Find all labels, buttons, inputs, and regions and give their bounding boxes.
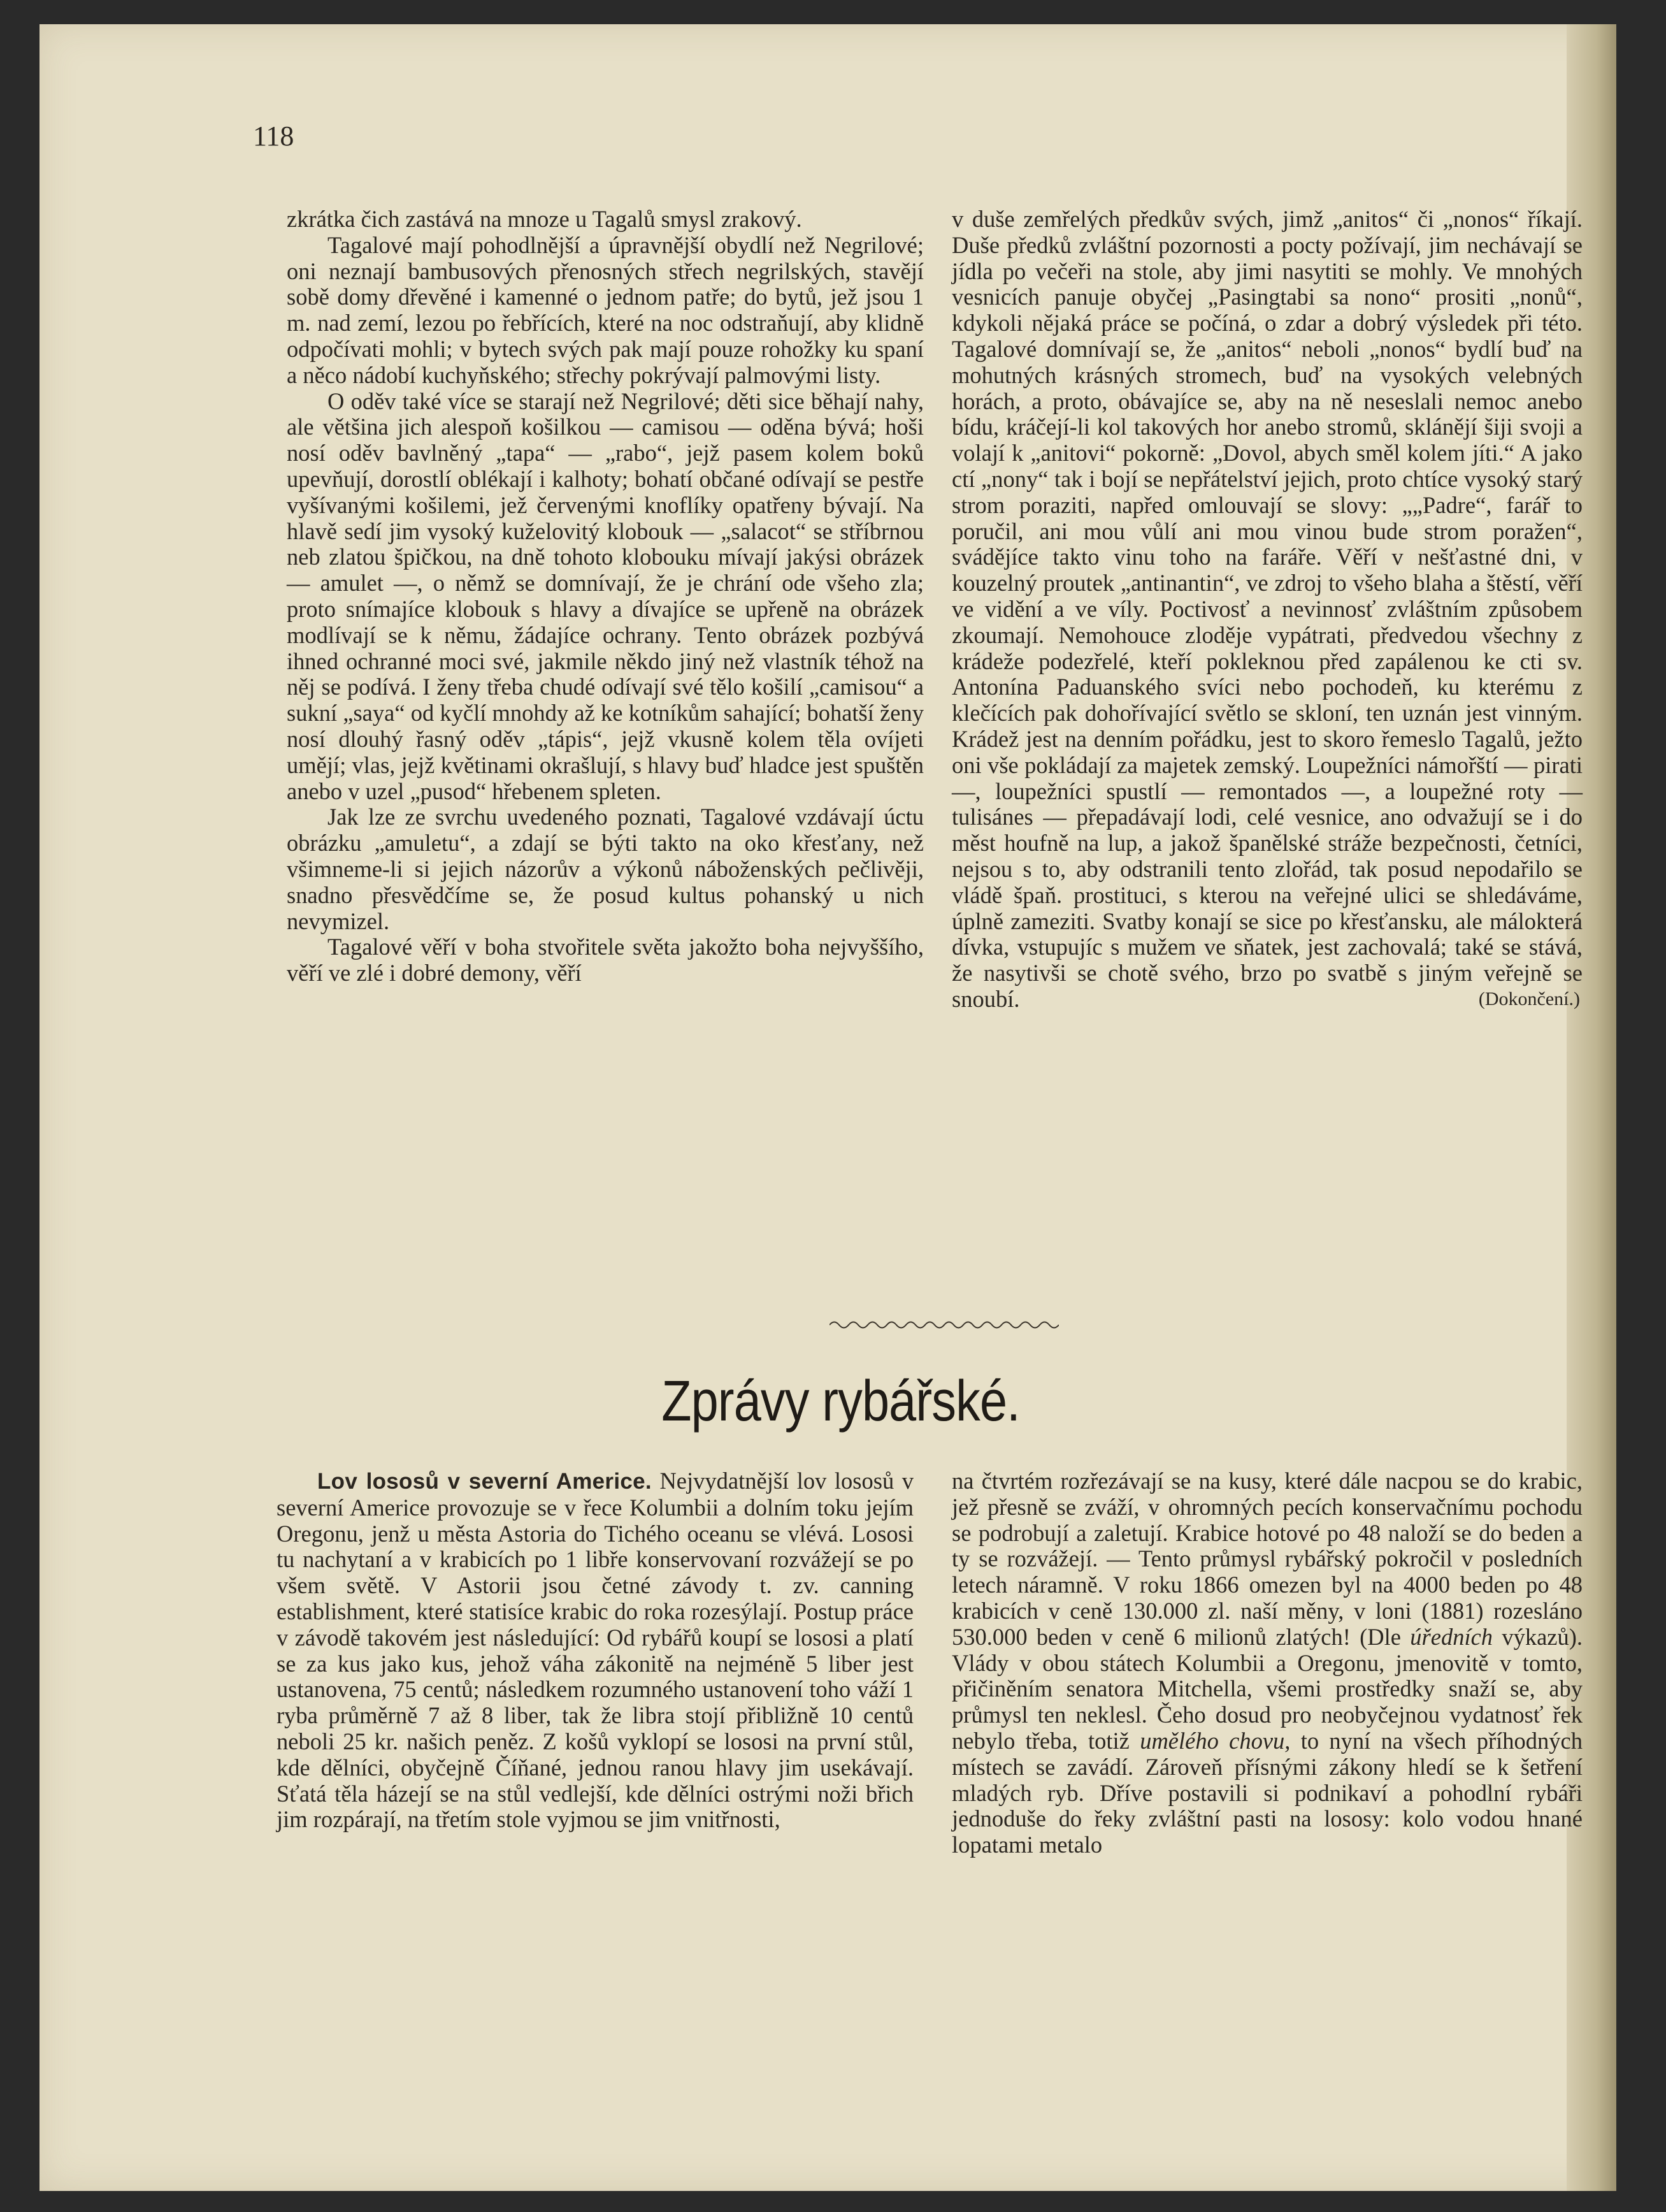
page-number: 118 [253,120,294,152]
paragraph-text: v duše zemřelých předkův svých, jimž „anitos“ či „nonos“ říkají. Duše předků zvláštní pozornosti a pocty požívají, jim nechávají se jídla po večeři na stole, aby jimi nasytiti se mohly. Ve mnohých vesnicích panuje obyčej „Pasingtabi sa nono“ prositi „nonů“, kdykoli nějaká práce se počíná, o zdar a dobrý výsledek při této. Tagalové domnívají se, že „anitos“ neboli „nonos“ bydlí buď na mohutných krásných stromech, buď na vysokých velebných horách, a proto, obávajíce se, aby na ně neseslali nemoc anebo bídu, kráčejí-li kol takových hor anebo stromů, sklánějí šiji svoji a volají k „anitovi“ pokorně: „Dovol, abych směl kolem jíti.“ A jako ctí „nony“ tak i bojí se nepřátelství jejich, proto chtíce vysoký starý strom poraziti, napřed omlouvají se slovy: „„Padre“, farář to poručil, ani mou vůlí ani mou vinou bude strom poražen“, svádějíce takto vinu toho na faráře. Věří v nešťastné dni, v kouzelný proutek „antinantin“, ve zdroj to všeho blaha a štěstí, věří ve vidění a ve víly. Poctivosť a nevinnosť zvláštním způsobem zkoumají. Nemohouce zloděje vypátrati, předvedou všechny z krádeže podezřelé, kteří pokleknou před zapálenou ke cti sv. Antonína Paduanského svíci nebo pochodeň, ku kterému z klečících pak dohořívající světlo se skloní, ten uznán jest vinným. Krádež jest na denním pořádku, jest to skoro řemeslo Tagalů, ježto oni vše pokládají za majetek zemský. Loupežníci námořští — pirati —, loupežníci spustlí — remontados —, a loupežné roty — tulisánes — přepadávají lodi, celé vesnice, ano odvažují se i do měst houfně na lup, a jakož španělské stráže bezpečnosti, četníci, nejsou s to, aby odstranili tento zlořád, tak posud nepodařilo se vládě špaň. prostituci, s kterou na veřejné ulici se shledáváme, úplně zameziti. Svatby konají se sice po křesťansku, ale málokterá dívka, vstupujíc s mužem ve sňatek, jest zachovalá; také se stává, že nasytivši se chotě svého, brzo po svatbě s jiným veřejně se snoubí. [952,206,1583,1012]
section-title: Zprávy rybářské. [661,1370,1020,1433]
article-heading: Lov lososů v severní Americe. [317,1469,652,1494]
wavy-divider-ornament [829,1317,1059,1333]
paragraph: Jak lze ze svrchu uvedeného poznati, Tagalové vzdávají úctu obrázku „amuletu“, a zdají se býti takto na oko křesťany, než všimneme-li si jejich názorův a výkonů náboženských pečlivěji, snadno přesvědčíme se, že posud kultus pohanský u nich nevymizel. [287,804,924,934]
article-left-column [287,206,924,987]
paragraph-text: to nyní na všech příhodných místech se zavádí. Zároveň přísnými zákony hledí se k šetření mladých ryb. Dříve postavili si podnikaví a pohodlní rybáři jednoduše do řeky zvláštní pasti na lososy: kolo vodou hnané lopatami metalo [952,1727,1583,1858]
article-right-column [952,206,1583,1013]
paragraph: O oděv také více se starají než Negrilové; děti sice běhají nahy, ale většina jich alespoň košilkou — camisou — oděna bývá; hoši nosí oděv bavlněný „tapa“ — „rabo“, jejž pasem kolem boků upevňují, dorostlí oblékají i kalhoty; bohatí občané odívají se pestře vyšívanými košilemi, jež červenými knoflíky opatřeny bývají. Na hlavě sedí jim vysoký kuželovitý klobouk — „salacot“ se stříbrnou neb zlatou špičkou, na dně tohoto klobouku mívají jakýsi obrázek — amulet —, o němž se domnívají, že je chrání ode všeho zla; proto snímajíce klobouk s hlavy a dívajíce se upřeně na obrázek modlívají se k němu, žádajíce ochrany. Tento obrázek pozbývá ihned ochranné moci své, jakmile někdo jiný než vlastník téhož na něj se podívá. I ženy třeba chudé odívají své tělo košilí „camisou“ a sukní „saya“ od kyčlí mnohdy až ke kotníkům sahající; bohatší ženy nosí dlouhý řasný oděv „tápis“, jejž vkusně kolem těla ovíjeti umějí; vlas, jejž květinami okrašlují, s hlavy buď hladce jest spuštěn anebo v uzel „pusod“ hřebenem spleten. [287,387,924,804]
paragraph [952,1468,1583,1858]
page [39,24,1616,2191]
paragraph: Tagalové věří v boha stvořitele světa jakožto boha nejvyššího, věří ve zlé i dobré demony, věří [287,934,924,987]
paragraph [276,1468,914,1833]
emphasis-text: umělého chovu, [1140,1727,1291,1754]
ending-note: (Dokončení.) [1478,988,1580,1009]
paragraph: zkrátka čich zastává na mnoze u Tagalů smysl zrakový. [287,206,802,232]
paragraph-text: výkazů). Vlády v obou státech Kolumbii a Oregonu, jmenovitě v tomto, přičiněním senatora Mitchella, všemi prostředky snaží se, aby průmysl ten neklesl. Čeho dosud pro neobyčejnou vydatnosť řek nebylo třeba, totiž [952,1623,1583,1754]
paragraph: Tagalové mají pohodlnější a úpravnější obydlí než Negrilové; oni neznají bambusových přenosných střech negrilských, stavějí sobě domy dřevěné i kamenné o jednom patře; do bytů, jež jsou 1 m. nad zemí, lezou po řebřících, které na noc odstraňují, aby klidně odpočívati mohli; v bytech svých pak mají pouze rohožky ku spaní a něco nádobí kuchyňského; střechy pokrývají palmovými listy. [287,231,924,388]
paragraph [952,206,1583,1013]
fishing-right-column [952,1468,1583,1858]
emphasis-text: úředních [1410,1623,1493,1650]
fishing-left-column [276,1468,914,1833]
paragraph-text: Nejvydatnější lov lososů v severní Americe provozuje se v řece Kolumbii a dolním toku jejím Oregonu, jenž u města Astoria do Tichého oceanu se vlévá. Lososi tu nachytaní a v krabicích po 1 libře konservovaní rozvážejí se po všem světě. V Astorii jsou četné závody t. zv. canning establishment, které statisíce krabic do roka rozesýlají. Postup práce v závodě takovém jest následující: Od rybářů koupí se lososi a platí se za kus jako kus, jehož váha zákonitě na nejméně 5 liber jest ustanovena, 75 centů; následkem rozumného ustanovení toho váží 1 ryba průměrně 7 až 8 liber, tak že libra stojí přibližně 10 centů neboli 25 kr. našich peněz. Z košů vyklopí se lososi na první stůl, kde dělníci, obyčejně Číňané, jednou ranou hlavy jim usekávají. Sťatá těla házejí se na stůl vedlejší, kde dělníci ostrými noži břich jim rozpárají, na třetím stole vyjmou se jim vnitřnosti, [276,1468,914,1833]
paragraph-text: na čtvrtém rozřezávají se na kusy, které dále nacpou se do krabic, jež přesně se zváží, v ohromných pecích konservačnímu pochodu se podrobují a zaletují. Krabice hotové po 48 naloží se do beden a ty se rozvážejí. — Tento průmysl rybářský pokročil v posledních letech náramně. V roku 1866 omezen byl na 4000 beden po 48 krabicích v ceně 130.000 zl. naší měny, v loni (1881) rozesláno 530.000 beden v ceně 6 milionů zlatých! (Dle [952,1468,1583,1650]
